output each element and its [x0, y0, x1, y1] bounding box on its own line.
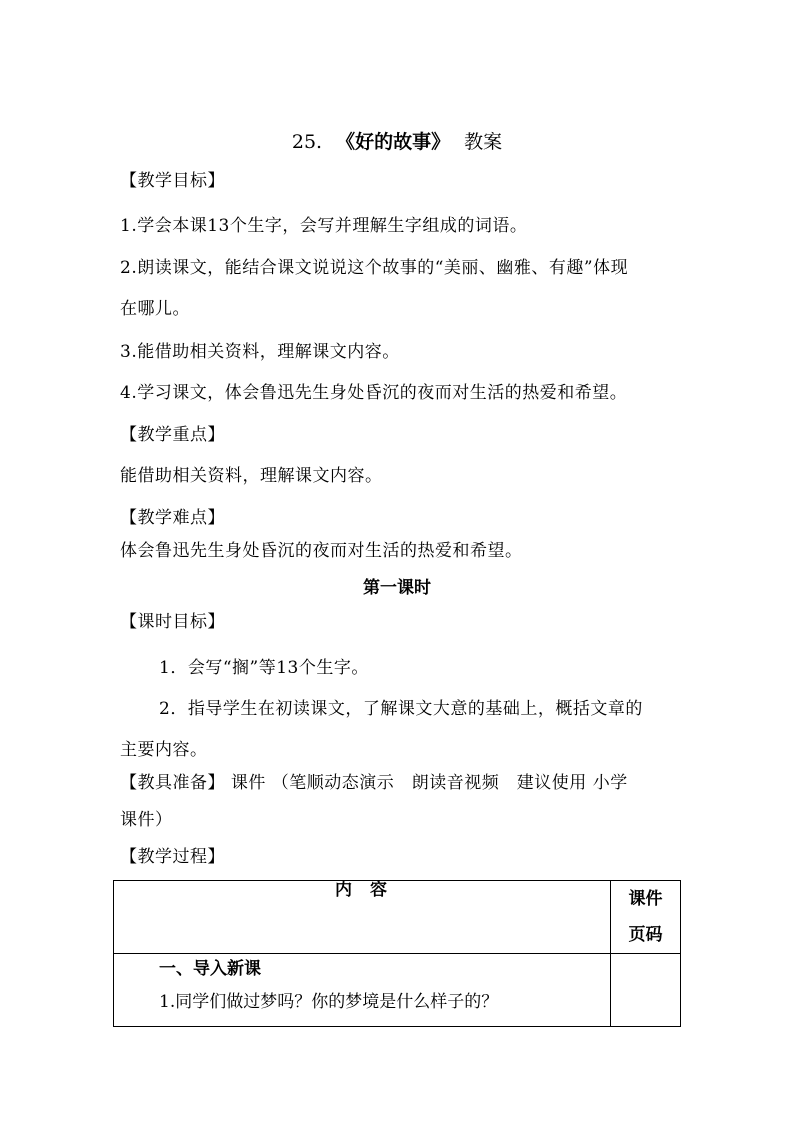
lesson-goal-2-cont: 主要内容。	[120, 740, 208, 760]
header-page-line1: 课件	[628, 889, 663, 909]
objective-2: 2.朗读课文，能结合课文说说这个故事的“美丽、幽雅、有趣”体现	[120, 258, 629, 278]
process-heading: 【教学过程】	[120, 847, 225, 867]
difficulties-heading: 【教学难点】	[120, 508, 225, 528]
header-page-line2: 页码	[628, 925, 663, 945]
objective-3: 3.能借助相关资料，理解课文内容。	[120, 342, 400, 362]
row-content-cell	[114, 954, 611, 1027]
header-content-b: 容	[370, 879, 390, 900]
header-page-cell	[611, 881, 681, 954]
title-text: 《好的故事》	[336, 131, 451, 153]
objectives-heading: 【教学目标】	[120, 171, 225, 191]
lesson-heading: 第一课时	[363, 578, 431, 598]
title-suffix: 教案	[464, 131, 503, 153]
process-table	[113, 880, 681, 1027]
materials-line-1: 【教具准备】 课件 （笔顺动态演示 朗读音视频 建议使用 小学	[120, 773, 628, 793]
header-content-a: 内	[335, 879, 355, 900]
row-line-2: 1.同学们做过梦吗？你的梦境是什么样子的？	[159, 992, 499, 1012]
page-title	[0, 129, 794, 155]
lesson-goal-2: 2．指导学生在初读课文，了解课文大意的基础上，概括文章的	[159, 699, 643, 719]
key-points-text: 能借助相关资料，理解课文内容。	[120, 466, 383, 486]
row-page-cell	[611, 954, 681, 1027]
lesson-goals-heading: 【课时目标】	[120, 612, 225, 632]
table-header-row	[114, 881, 681, 954]
difficulties-text: 体会鲁迅先生身处昏沉的夜而对生活的热爱和希望。	[120, 541, 523, 561]
lesson-goal-1: 1．会写“搁”等13个生字。	[159, 658, 369, 678]
title-number: 25.	[291, 131, 323, 153]
header-content-cell	[114, 881, 611, 954]
objective-2-cont: 在哪儿。	[120, 299, 190, 319]
objective-1: 1.学会本课13个生字，会写并理解生字组成的词语。	[120, 216, 528, 236]
materials-line-2: 课件）	[120, 810, 173, 830]
key-points-heading: 【教学重点】	[120, 425, 225, 445]
objective-4: 4.学习课文，体会鲁迅先生身处昏沉的夜而对生活的热爱和希望。	[120, 383, 628, 403]
table-row	[114, 954, 681, 1027]
row-line-1: 一、导入新课	[159, 959, 261, 979]
